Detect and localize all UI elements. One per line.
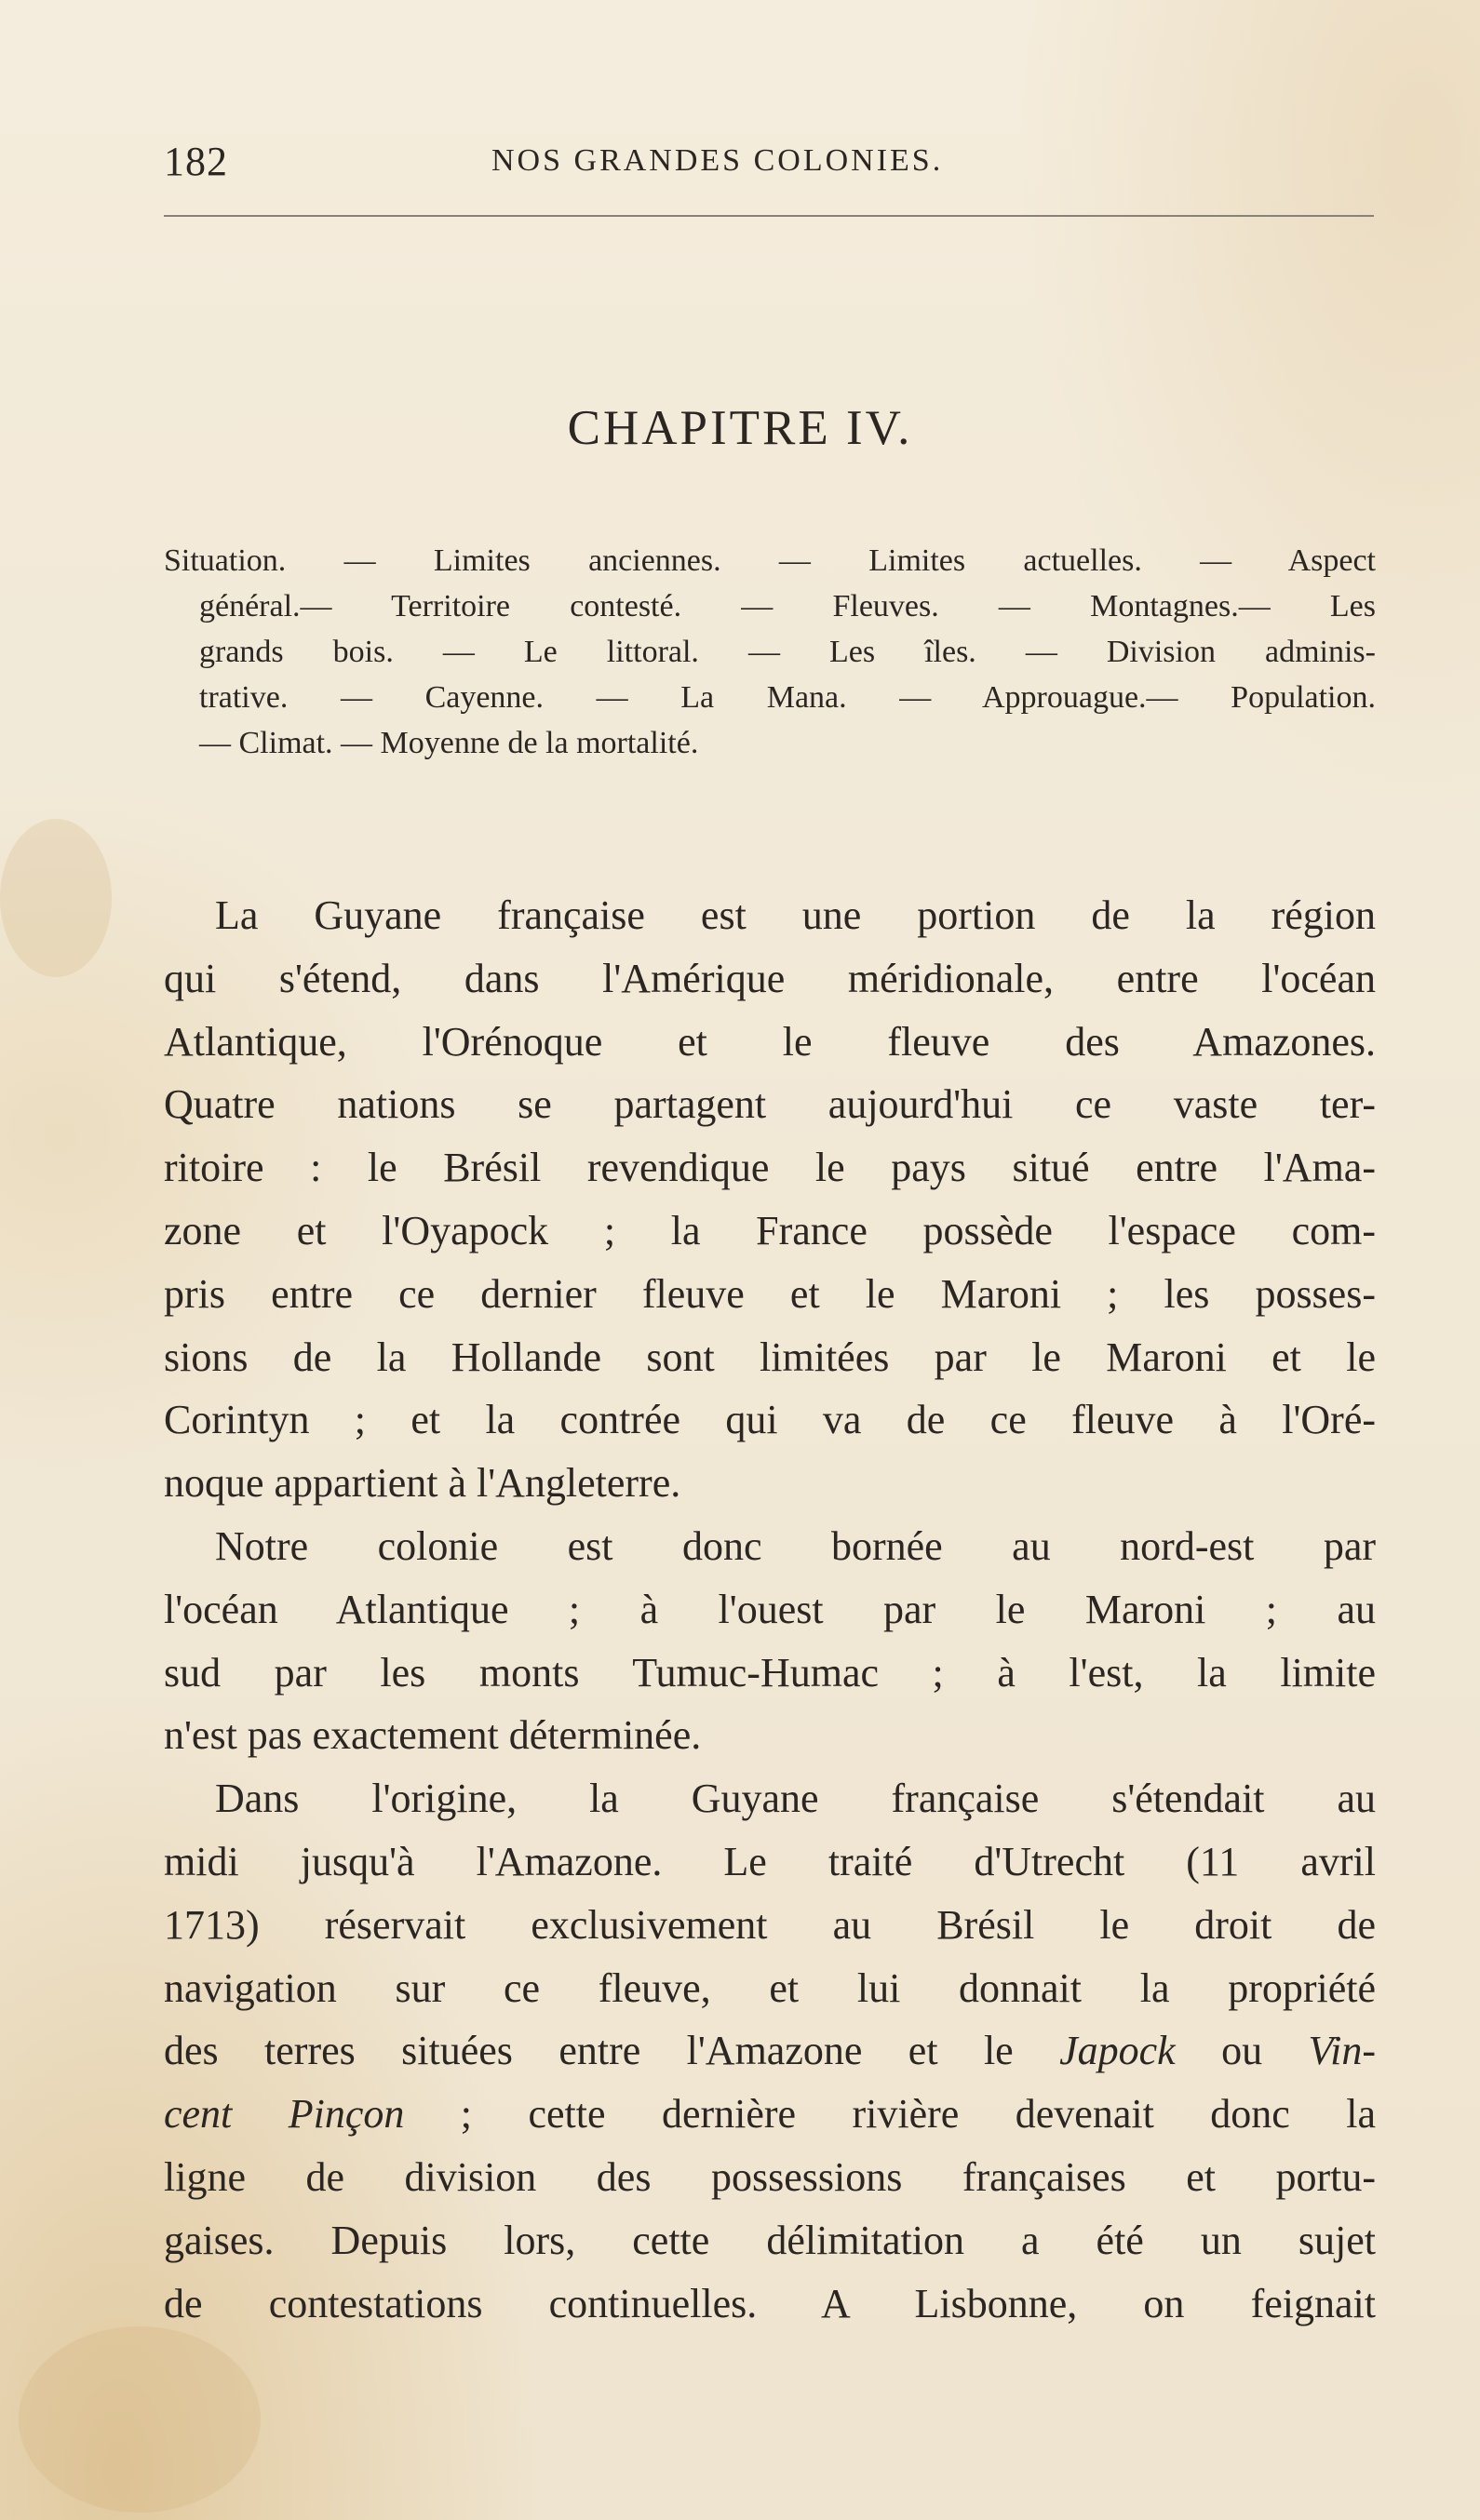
summary-line: général.— Territoire contesté. — Fleuves. — Montagnes.— Les — [199, 589, 1376, 623]
summary-line: grands bois. — Le littoral. — Les îles. — Division adminis- — [199, 635, 1376, 669]
body-line: zone et l'Oyapock ; la France possède l'espace com- — [164, 1207, 1376, 1253]
body-line: pris entre ce dernier fleuve et le Maroni ; les posses- — [164, 1270, 1376, 1317]
body-line: gaises. Depuis lors, cette délimitation a été un sujet — [164, 2217, 1376, 2263]
body-line: l'océan Atlantique ; à l'ouest par le Maroni ; au — [164, 1586, 1376, 1632]
body-line: de contestations continuelles. A Lisbonne, on feignait — [164, 2280, 1376, 2326]
chapter-summary — [164, 538, 1376, 766]
page-number: 182 — [164, 139, 228, 184]
body-line: ligne de division des possessions françaises et portu- — [164, 2153, 1376, 2200]
body-line: navigation sur ce fleuve, et lui donnait la propriété — [164, 1964, 1376, 2011]
body-line: La Guyane française est une portion de la région — [215, 892, 1376, 938]
running-title: NOS GRANDES COLONIES. — [491, 143, 944, 178]
body-line: Corintyn ; et la contrée qui va de ce fleuve à l'Oré- — [164, 1397, 1376, 1443]
summary-line: Situation. — Limites anciennes. — Limites actuelles. — Aspect — [164, 543, 1376, 578]
italic-place-name: cent Pinçon — [164, 2091, 405, 2138]
summary-line: trative. — Cayenne. — La Mana. — Approuague.— Population. — [199, 680, 1376, 715]
page-header — [0, 0, 1480, 223]
text-segment: ; cette dernière rivière devenait donc la — [404, 2091, 1376, 2138]
body-line: sud par les monts Tumuc-Humac ; à l'est, la limite — [164, 1649, 1376, 1696]
body-line: n'est pas exactement déterminée. — [164, 1712, 702, 1759]
header-rule — [164, 215, 1374, 217]
body-line-pincon — [164, 2083, 1376, 2146]
body-line: sions de la Hollande sont limitées par le Maroni et le — [164, 1334, 1376, 1380]
body-text — [164, 884, 1376, 2335]
body-line-japock — [164, 2019, 1376, 2083]
paper-stain — [19, 2326, 261, 2513]
body-line: noque appartient à l'Angleterre. — [164, 1460, 681, 1507]
body-line: Quatre nations se partagent aujourd'hui ce vaste ter- — [164, 1081, 1376, 1128]
body-line: midi jusqu'à l'Amazone. Le traité d'Utrecht (11 avril — [164, 1838, 1376, 1884]
text-segment: ou — [1175, 2028, 1309, 2074]
italic-place-name: Japock — [1059, 2028, 1176, 2074]
body-line: Dans l'origine, la Guyane française s'étendait au — [215, 1776, 1376, 1822]
body-line: Notre colonie est donc bornée au nord-est par — [215, 1522, 1376, 1569]
body-line: qui s'étend, dans l'Amérique méridionale, entre l'océan — [164, 955, 1376, 1001]
body-line: Atlantique, l'Orénoque et le fleuve des Amazones. — [164, 1018, 1376, 1065]
text-segment: des terres situées entre l'Amazone et le — [164, 2028, 1060, 2074]
body-line: 1713) réservait exclusivement au Brésil le droit de — [164, 1901, 1376, 1948]
paper-stain — [0, 819, 112, 977]
summary-line: — Climat. — Moyenne de la mortalité. — [199, 726, 699, 760]
chapter-title: CHAPITRE IV. — [567, 401, 913, 455]
italic-place-name: Vin- — [1308, 2028, 1377, 2074]
body-line: ritoire : le Brésil revendique le pays situé entre l'Ama- — [164, 1145, 1376, 1191]
